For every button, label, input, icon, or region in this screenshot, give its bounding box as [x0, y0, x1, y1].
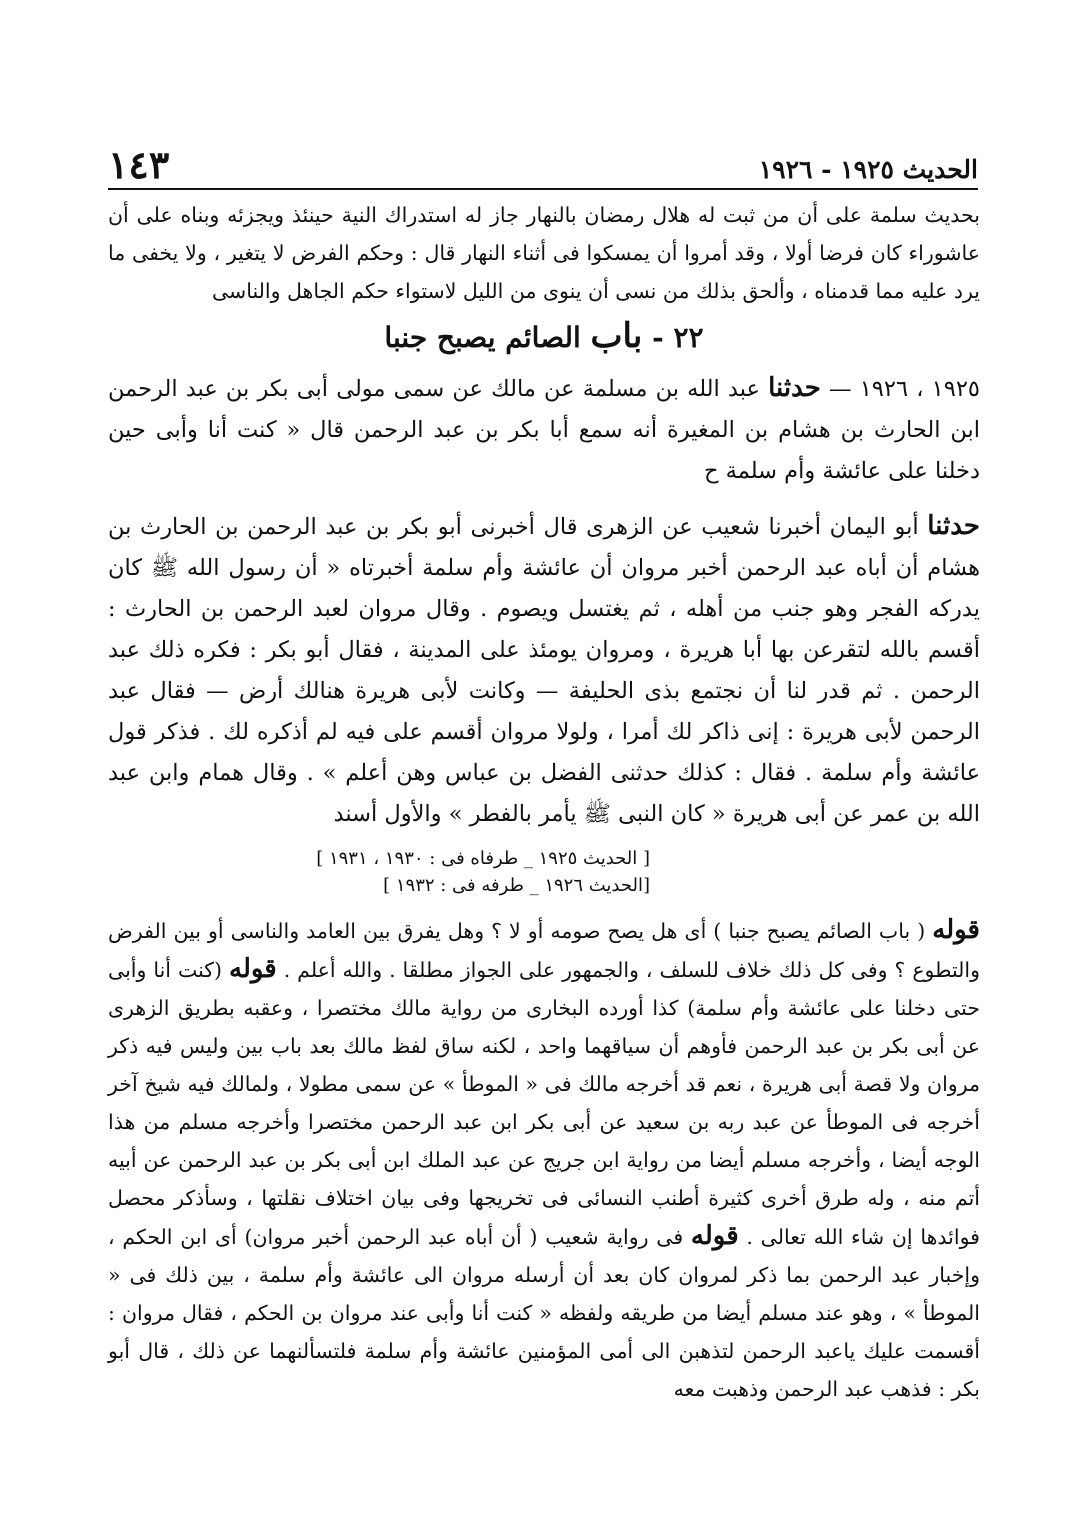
- spacer: [108, 492, 980, 506]
- chapter-bab-word: باب: [590, 316, 643, 356]
- chapter-heading: [108, 312, 980, 362]
- cross-references: [108, 845, 980, 899]
- header-rule: [108, 188, 978, 190]
- commentary-text: (كنت أنا وأبى حتى دخلنا على عائشة وأم سلمة) كذا أورده البخارى من رواية مالك مختصرا ، وعقبه بطريق الزهرى عن أبى بكر بن عبد الرحمن فأوهم أن سياقهما واحد ، لكنه ساق لفظ مالك بعد باب بين وليس فيه ذكر مروان ولا قصة أبى هريرة ، نعم قد أخرجه مالك فى « الموطأ » عن سمى مطولا ، ولمالك فيه شيخ آخر أخرجه فى الموطأ عن عبد ربه بن سعيد عن أبى بكر ابن عبد الرحمن مختصرا وأخرجه مسلم من هذا الوجه أيضا ، وأخرجه مسلم أيضا من رواية ابن جريج عن عبد الملك ابن أبى بكر بن عبد الرحمن عن أبيه أتم منه ، وله طرق أخرى كثيرة أطنب النسائى فى تخريجها وفى بيان اختلاف نقلتها ، وسأذكر محصل فوائدها إن شاء الله تعالى .: [108, 958, 980, 1249]
- commentary-keyword: قوله: [932, 915, 980, 945]
- running-title: الحديث ١٩٢٥ - ١٩٢٦: [758, 155, 978, 184]
- hadith-text: عبد الله بن مسلمة عن مالك عن سمى مولى أبى بكر بن عبد الرحمن ابن الحارث بن هشام بن المغيرة أنه سمع أبا بكر بن عبد الرحمن قال « كنت أنا وأبى حين دخلنا على عائشة وأم سلمة ح: [108, 376, 980, 484]
- page-number: ١٤٣: [108, 142, 170, 187]
- commentary-keyword: قوله: [690, 1221, 739, 1251]
- hadith-keyword: حدثنا: [768, 373, 821, 403]
- page-body: [108, 196, 980, 1408]
- page-header: [108, 138, 978, 187]
- hadith-text: أبو اليمان أخبرنا شعيب عن الزهرى قال أخبرنى أبو بكر بن عبد الرحمن بن الحارث بن هشام أن أباه عبد الرحمن أخبر مروان أن عائشة وأم سلمة أخبرتاه « أن رسول الله ﷺ كان يدركه الفجر وهو جنب من أهله ، ثم يغتسل ويصوم . وقال مروان لعبد الرحمن بن الحارث : أقسم بالله لتقرعن بها أبا هريرة ، ومروان يومئذ على المدينة ، فقال أبو بكر : فكره ذلك عبد الرحمن . ثم قدر لنا أن نجتمع بذى الحليفة — وكانت لأبى هريرة هنالك أرض — فقال عبد الرحمن لأبى هريرة : إنى ذاكر لك أمرا ، ولولا مروان أقسم على فيه لم أذكره لك . فذكر قول عائشة وأم سلمة . فقال : كذلك حدثنى الفضل بن عباس وهن أعلم » . وقال همام وابن عبد الله بن عمر عن أبى هريرة « كان النبى ﷺ يأمر بالفطر » والأول أسند: [108, 514, 980, 827]
- commentary-text: فى رواية شعيب ( أن أباه عبد الرحمن أخبر مروان) أى ابن الحكم ، وإخبار عبد الرحمن بما ذكر لمروان كان بعد أن أرسله مروان الى عائشة وأم سلمة ، بين ذلك فى « الموطأ » ، وهو عند مسلم أيضا من طريقه ولفظه « كنت أنا وأبى عند مروان بن الحكم ، فقال مروان : أقسمت عليك ياعبد الرحمن لتذهبن الى أمى المؤمنين عائشة وأم سلمة فلتسألنهما عن ذلك ، قال أبو بكر : فذهب عبد الرحمن وذهبت معه: [108, 1225, 980, 1401]
- intro-paragraph: بحديث سلمة على أن من ثبت له هلال رمضان بالنهار جاز له استدراك النية حينئذ ويجزئه وبناه على أن عاشوراء كان فرضا أولا ، وقد أمروا أن يمسكوا فى أثناء النهار قال : وحكم الفرض لا يتغير ، ولا يخفى ما يرد عليه مما قدمناه ، وألحق بذلك من نسى أن ينوى من الليل لاستواء حكم الجاهل والناسى: [108, 203, 980, 303]
- hadith-keyword: حدثنا: [927, 511, 980, 541]
- cross-reference: [الحديث ١٩٢٦ _ طرفه فى : ١٩٣٢ ]: [383, 875, 650, 896]
- hadith-1925-1926: [108, 368, 980, 492]
- cross-reference: [ الحديث ١٩٢٥ _ طرفاه فى : ١٩٣٠ ، ١٩٣١ ]: [316, 848, 650, 869]
- commentary-keyword: قوله: [229, 954, 277, 984]
- chapter-title: الصائم يصبح جنبا: [384, 321, 581, 354]
- commentary: [108, 911, 980, 1408]
- hadith-second-chain: [108, 506, 980, 835]
- hadith-numbers: ١٩٢٥ ، ١٩٢٦ —: [829, 376, 980, 402]
- commentary-text: ( باب الصائم يصبح جنبا ) أى هل يصح صومه أو لا ؟ وهل يفرق بين العامد والناسى أو بين الفرض والتطوع ؟ وفى كل ذلك خلاف للسلف ، والجمهور على الجواز مطلقا . والله أعلم .: [108, 919, 980, 982]
- chapter-number: ٢٢ -: [652, 321, 704, 354]
